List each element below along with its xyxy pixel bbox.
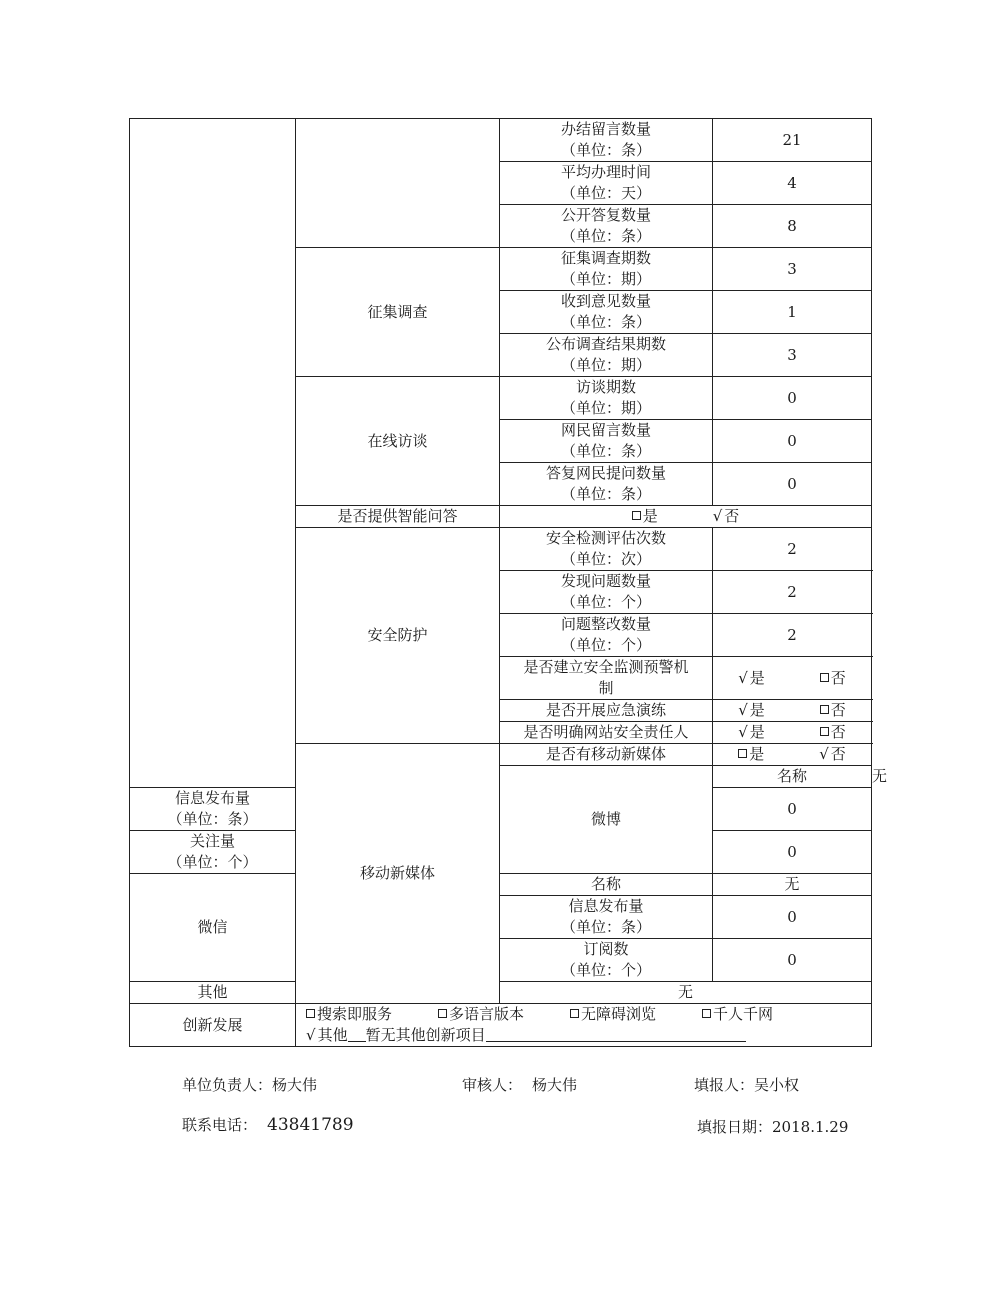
question-label: 是否建立安全监测预警机 制	[500, 657, 713, 700]
footer-filler: 填报人：吴小权	[694, 1076, 800, 1094]
footer-phone: 联系电话： 43841789	[182, 1115, 354, 1135]
metric-label: 访谈期数 （单位：期）	[500, 377, 713, 420]
metric-label: 信息发布量 （单位：条）	[500, 896, 713, 939]
yes-no-choice	[713, 700, 872, 722]
metric-label: 关注量 （单位：个）	[130, 831, 296, 874]
table-row	[130, 874, 872, 896]
metric-value: 1	[713, 291, 872, 334]
metric-value: 3	[713, 248, 872, 291]
metric-value: 0	[713, 831, 872, 874]
question-label: 是否开展应急演练	[500, 700, 713, 722]
metric-label: 问题整改数量 （单位：个）	[500, 614, 713, 657]
metric-value: 2	[713, 571, 872, 614]
option-no[interactable]: √ 否	[819, 745, 846, 763]
footer-reviewer: 审核人： 杨大伟	[462, 1076, 578, 1094]
subsection-cell-blank	[296, 119, 500, 248]
yes-no-choice	[713, 744, 872, 766]
option-yes[interactable]: √ 是	[738, 701, 765, 719]
checkbox-empty-icon	[632, 511, 641, 520]
checkbox-empty-icon	[438, 1009, 447, 1018]
option-multi-language[interactable]: 多语言版本	[438, 1004, 524, 1025]
table-row: 微博 名称 无	[130, 766, 872, 788]
subsection-title-weixin: 微信	[130, 874, 296, 982]
option-accessibility[interactable]: 无障碍浏览	[570, 1004, 656, 1025]
metric-label: 公开答复数量 （单位：条）	[500, 205, 713, 248]
section-title-anquan: 安全防护	[296, 528, 500, 744]
checkmark-icon: √	[306, 1026, 316, 1044]
metric-value: 2	[713, 614, 872, 657]
option-other[interactable]: √ 其他 暂无其他创新项目	[306, 1025, 871, 1046]
question-label: 其他	[130, 982, 296, 1004]
innovation-options	[296, 1004, 872, 1047]
yes-no-choice	[713, 657, 872, 700]
metric-label: 征集调查期数 （单位：期）	[500, 248, 713, 291]
metric-label: 名称	[713, 766, 872, 788]
table-row	[130, 982, 872, 1004]
metric-value: 0	[713, 939, 872, 982]
metric-value: 3	[713, 334, 872, 377]
option-search-service[interactable]: 搜索即服务	[306, 1004, 392, 1025]
subsection-title-zhengji: 征集调查	[296, 248, 500, 377]
checkmark-icon: √	[819, 745, 829, 763]
option-yes[interactable]: √ 是	[738, 723, 765, 741]
option-no[interactable]: 否	[820, 700, 846, 721]
metric-label: 安全检测评估次数 （单位：次）	[500, 528, 713, 571]
metric-label: 答复网民提问数量 （单位：条）	[500, 463, 713, 506]
option-no[interactable]: 否	[820, 722, 846, 743]
checkbox-empty-icon	[820, 705, 829, 714]
yes-no-choice	[500, 506, 872, 528]
checkmark-icon: √	[738, 668, 748, 687]
footer-date: 填报日期：2018.1.29	[697, 1118, 849, 1136]
option-yes[interactable]: 是	[738, 744, 764, 765]
option-no[interactable]: 否	[820, 668, 846, 689]
metric-label: 公布调查结果期数 （单位：期）	[500, 334, 713, 377]
metric-value: 0	[713, 377, 872, 420]
table-row	[130, 1004, 872, 1047]
metric-label: 发现问题数量 （单位：个）	[500, 571, 713, 614]
section-title-chuangxin: 创新发展	[130, 1004, 296, 1047]
checkmark-icon: √	[712, 507, 723, 525]
option-personalized[interactable]: 千人千网	[702, 1004, 773, 1025]
metric-value: 0	[713, 788, 872, 831]
subsection-title-weibo: 微博	[500, 766, 713, 874]
option-yes[interactable]: 是	[632, 506, 658, 527]
metric-value: 0	[713, 463, 872, 506]
checkbox-empty-icon	[820, 727, 829, 736]
report-table	[129, 118, 888, 1047]
checkbox-empty-icon	[570, 1009, 579, 1018]
footer-leader: 单位负责人：杨大伟	[182, 1076, 318, 1094]
question-label: 是否提供智能问答	[296, 506, 500, 528]
metric-label: 平均办理时间 （单位：天）	[500, 162, 713, 205]
option-yes[interactable]: √ 是	[738, 668, 765, 687]
checkbox-empty-icon	[702, 1009, 711, 1018]
checkbox-empty-icon	[306, 1009, 315, 1018]
metric-label: 订阅数 （单位：个）	[500, 939, 713, 982]
metric-value: 4	[713, 162, 872, 205]
metric-value: 21	[713, 119, 872, 162]
metric-value: 0	[713, 420, 872, 463]
section-title-meiti: 移动新媒体	[296, 744, 500, 1004]
metric-value: 2	[713, 528, 872, 571]
metric-label: 名称	[500, 874, 713, 896]
checkmark-icon: √	[738, 701, 748, 719]
metric-value: 无	[713, 874, 872, 896]
fill-line	[486, 1026, 746, 1042]
metric-label: 收到意见数量 （单位：条）	[500, 291, 713, 334]
metric-value: 0	[713, 896, 872, 939]
question-label: 是否有移动新媒体	[500, 744, 713, 766]
metric-label: 信息发布量 （单位：条）	[130, 788, 296, 831]
section-cell-hudong-continued	[130, 119, 296, 788]
table-row	[130, 119, 872, 162]
option-no[interactable]: √ 否	[712, 507, 740, 525]
checkbox-empty-icon	[738, 749, 747, 758]
metric-label: 办结留言数量 （单位：条）	[500, 119, 713, 162]
metric-value: 无	[500, 982, 872, 1004]
checkbox-empty-icon	[820, 673, 829, 682]
metric-label: 网民留言数量 （单位：条）	[500, 420, 713, 463]
other-innovation-text: 暂无其他创新项目	[365, 1026, 486, 1044]
checkmark-icon: √	[738, 723, 748, 741]
yes-no-choice	[713, 722, 872, 744]
subsection-title-fangtan: 在线访谈	[296, 377, 500, 506]
question-label: 是否明确网站安全责任人	[500, 722, 713, 744]
metric-value: 8	[713, 205, 872, 248]
